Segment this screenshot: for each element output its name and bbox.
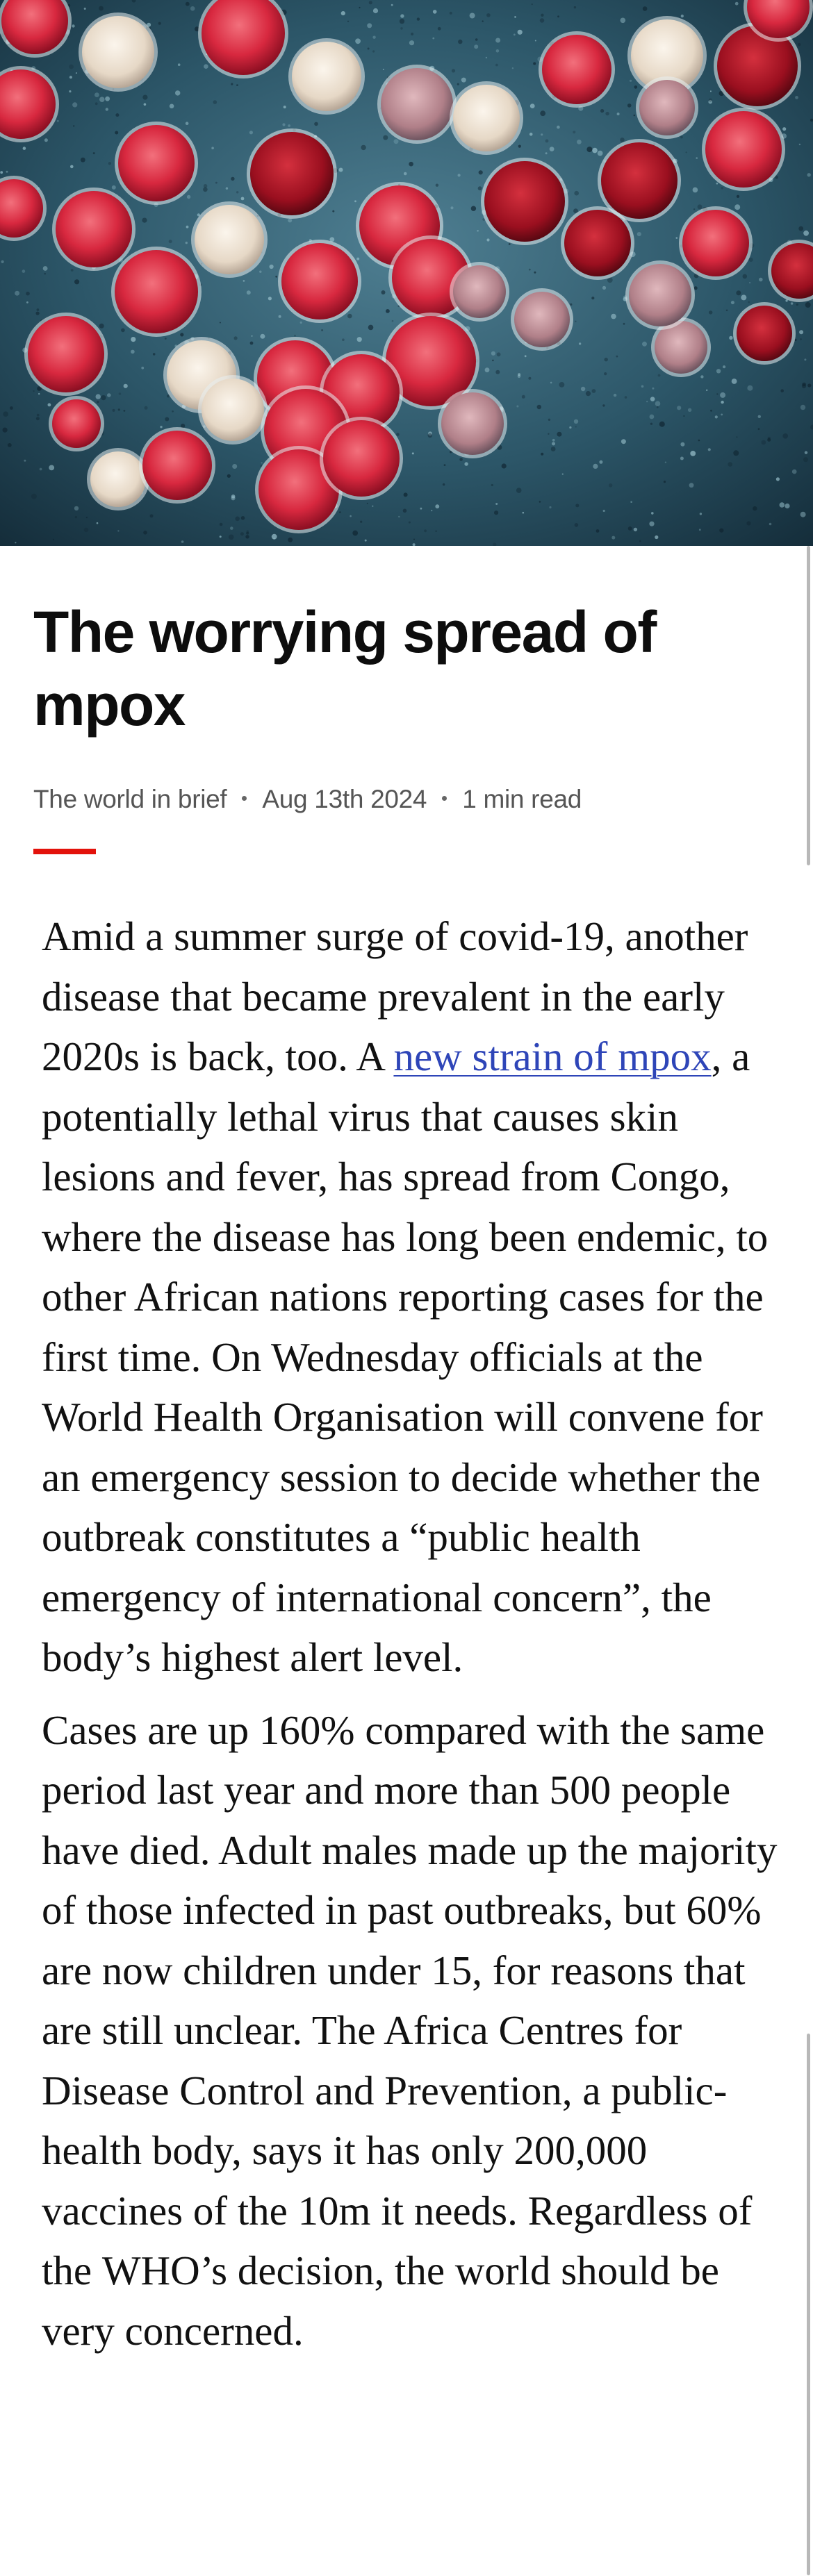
paragraph-1-text-end: , a potentially lethal virus that causes skin lesions and fever, has spread from Congo, where the disease has long been endemic, to other African nations reporting cases for the first time. On Wednesday officials at the World Health Organisation will convene for an emergency session to decide whether the outbreak constitutes a “public health emergency of international concern”, the body’s highest alert level.: [42, 1033, 769, 1680]
virus-micrograph-image: [0, 0, 813, 546]
hero-image: [0, 0, 813, 546]
paragraph-2-text-start: Cases are up 160% compared with the same period last year and more than 500 people have died. Adult males made up the majority of those infected in past outbreaks, but 60% are now children under 15, for reasons that are still unclear. The Africa Centres for Disease Control and Prevention, a public-health body, says it has only 200,000 vaccines of the 10m it needs. Regardless of the: [42, 1706, 778, 2293]
paragraph-1-text-start: Amid a summer surge of covid-19, another disease that became prevalent in the early 2020s is back, too. A: [42, 913, 748, 1079]
separator-dot-icon: [442, 796, 447, 801]
scrollbar[interactable]: [805, 546, 813, 2576]
accent-rule: [33, 849, 96, 854]
read-time: 1 min read: [462, 785, 582, 813]
scrollbar-thumb-top[interactable]: [807, 546, 810, 865]
paragraph-2: [42, 1700, 778, 2361]
publish-date: Aug 13th 2024: [262, 785, 427, 813]
new-strain-link[interactable]: new strain of mpox: [393, 1033, 712, 1079]
article-meta: [33, 785, 582, 814]
paragraph-1: [42, 906, 778, 1688]
article-headline: The worrying spread of mpox: [33, 599, 656, 738]
paragraph-2-text-end: ’s decision, the world should be very concerned.: [42, 2247, 719, 2354]
scrollbar-thumb-bottom[interactable]: [807, 2034, 810, 2575]
article-body: [42, 906, 778, 2361]
who-abbreviation: WHO: [101, 2247, 200, 2293]
section-label[interactable]: The world in brief: [33, 785, 227, 813]
separator-dot-icon: [242, 796, 247, 801]
